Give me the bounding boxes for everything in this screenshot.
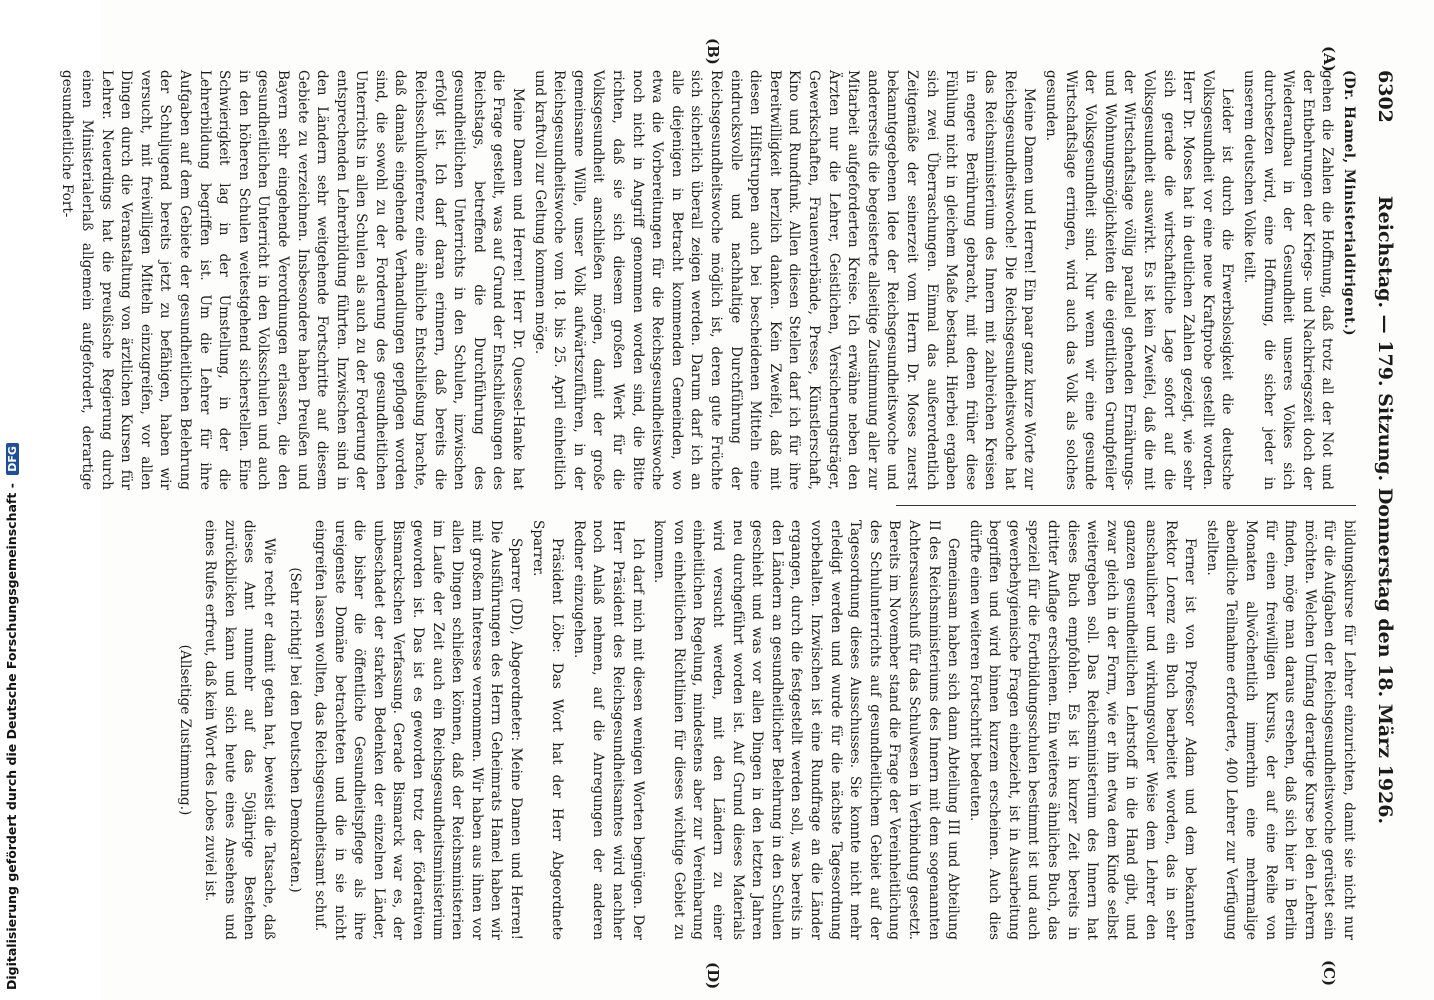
- speaker-paragraph: Sparrer (DD), Abgeordneter: Meine Damen und Herren! Die Ausführungen des Herrn Geheimrats Hamel haben wir mit großem Interesse vernommen. Wir haben aus ihnen vor allen Dingen schließen können, daß der Reichsministerien im Laufe der Zeit auch ein Reichsgesundheitsministerium geworden ist. Das ist es geworden trotz der föderativen Bismarckschen Verfassung. Gerade Bismarck war es, der unbeschadet der starken Bedenken der einzelnen Länder, die bisher die öffentliche Gesundheitspflege als ihre ureigenste Domäne betrachteten und die in sie nicht eingreifen lassen wollten, das Reichsgesundheitsamt schuf.: [312, 520, 525, 940]
- paragraph: Wie recht er damit getan hat, beweist die Tatsache, daß dieses Amt nunmehr auf das 50jährige Bestehen zurückblicken kann und sich heute eines Ansehens und eines Rufes erfreut, daß kein Wort des Lobes zuviel ist.: [202, 520, 277, 940]
- president-statement: Präsident Löbe: Das Wort hat der Herr Abgeordnete Sparrer.: [529, 520, 566, 940]
- column-divider: [896, 505, 1356, 506]
- funding-notice: [4, 130, 24, 990]
- paragraph: Gemeinsam haben sich dann Abteilung III und Abteilung II des Reichsministeriums des Innern mit dem sogenannten Achtersausschuß für das Schulwesen in Verbindung gesetzt. Bereits im November stand die Frage der Vereinheitlichung des Schulunterrichts auf gesundheitlichem Gebiet auf der Tagesordnung dieses Ausschusses. Sie konnte nicht mehr erledigt werden und wurde für die nächste Tagesordnung vorbehalten. Inzwischen ist eine Rundfrage an die Länder ergangen, durch die festgestellt werden soll, was bereits in den Ländern an gesundheitlicher Belehrung in den Schulen geschieht und was vor allen Dingen in den letzten Jahren neu durchgeführt worden ist. Auf Grund dieses Materials wird versucht werden, mit den Ländern zu einer einheitlichen Regelung, mindestens aber zur Vereinbarung von einheitlichen Richtlinien für dieses wichtige Gebiet zu kommen.: [651, 520, 962, 940]
- margin-marker-a: (A): [1320, 46, 1338, 72]
- margin-marker-b: (B): [704, 38, 722, 65]
- dfg-logo-icon: DFG: [6, 443, 19, 475]
- paragraph: Meine Damen und Herren! Herr Dr. Quessel-Hanke hat die Frage gestellt, was auf Grund der Entschließungen des Reichstags, betreffend die Durchführung des gesundheitlichen Unterrichts in den Schulen, inzwischen erfolgt ist. Ich darf daran erinnern, daß bereits die Reichsschulkonferenz eine ähnliche Entschließung brachte, daß damals eingehende Verhandlungen gepflogen worden sind, die sowohl zu der Forderung des gesundheitlichen Unterrichts in allen Schulen als auch zu der Forderung der entsprechenden Lehrerbildung führten. Inzwischen sind in den Ländern sehr weitgehende Fortschritte auf diesem Gebiete zu verzeichnen. Insbesondere haben Preußen und Bayern sehr eingehende Verordnungen erlassen, die den gesundheitlichen Unterricht in den Volksschulen und auch in den höheren Schulen weitestgehend sicherstellen. Eine Schwierigkeit lag in der Umstellung, in der die Lehrerbildung begriffen ist. Um die Lehrer für ihre Aufgaben auf dem Gebiete der gesundheitlichen Belehrung der Schuljugend bereits jetzt zu befähigen, haben wir versucht, mit freiwilligen Mitteln einzugreifen, vor allen Dingen durch die Veranstaltung von ärztlichen Kursen für Lehrer. Neuerdings hat die preußische Regierung durch einen Ministerialerlaß allgemein aufgefordert, derartige gesundheitliche Fort-: [59, 70, 527, 490]
- paragraph: Ich darf mich mit diesen wenigen Worten begnügen. Der Herr Präsident des Reichsgesundheitsamtes wird nachher noch Anlaß nehmen, auf die Anregungen der anderen Redner einzugehen.: [570, 520, 646, 940]
- interjection: (Sehr richtig! bei den Deutschen Demokraten.): [286, 567, 303, 893]
- margin-marker-c: (C): [1320, 960, 1338, 987]
- paragraph: Meine Damen und Herren! Ein paar ganz kurze Worte zur Reichsgesundheitswoche! Die Reichsgesundheitswoche hat das Reichsministerium des Innern mit zahlreichen Kreisen in engere Berührung gebracht, mit denen früher diese Fühlung nicht in gleichem Maße bestand. Hierbei ergaben sich zwei Überraschungen. Einmal das außerordentlich Zeitgemäße der seinerzeit vom Herrn Dr. Moses zuerst bekanntgegebenen Idee der Reichsgesundheitswoche und andererseits die begeisterte allseitige Zustimmung aller zur Mitarbeit aufgeforderten Kreise. Ich erwähne neben den Ärzten nur die Lehrer, Geistlichen, Versicherungsträger, Gewerkschaften, Frauenverbände, Presse, Künstlerschaft, Kino und Rundfunk. Allen diesen Stellen darf ich für ihre Bereitwilligkeit herzlich danken. Kein Zweifel, daß mit diesen Hilfstruppen auch bei bescheidenen Mitteln eine eindrucksvolle und nachhaltige Durchführung der Reichsgesundheitswoche möglich ist, deren gute Früchte sich sicherlich überall zeigen werden. Darum darf ich an alle diejenigen in Betracht kommenden Gemeinden, wo etwa die Vorbereitungen für die Reichsgesundheitswoche noch nicht in Angriff genommen worden sind, die Bitte richten, daß sie sich diesem großen Werk für die Volksgesundheit anschließen mögen, damit der große gemeinsame Wille, unser Volk aufwärtszuführen, in der Reichsgesundheitswoche vom 18. bis 25. April einheitlich und kraftvoll zur Geltung kommen möge.: [531, 70, 1038, 490]
- paragraph: bildungskurse für Lehrer einzurichten, damit sie nicht nur für die Aufgaben der Reichsgesundheitswoche gerüstet sein möchten. Welchen Umfang derartige Kurse bei den Lehrern finden, möge man daraus ersehen, daß sich hier in Berlin für einen freiwilligen Kursus, der auf eine Reihe von Monaten allwöchentlich immerhin eine mehrmalige abendliche Teilnahme erforderte, 400 Lehrer zur Verfügung stellten.: [1203, 520, 1357, 940]
- page-number: 6302: [1374, 70, 1396, 123]
- paragraph: gehen die Zahlen die Hoffnung, daß trotz all der Not und der Entbehrungen der Kriegs- und Nachkriegszeit doch der Wiederaufbau in der Gesundheit unseres Volkes sich durchsetzen wird, eine Hoffnung, die sicher jeder in unserem deutschen Volke teilt.: [1241, 70, 1336, 490]
- left-column: [59, 70, 1358, 490]
- page-header: [1364, 70, 1404, 950]
- digitization-sidebar: [0, 0, 28, 1000]
- paragraph: Ferner ist von Professor Adam und dem bekannten Rektor Lorenz ein Buch bearbeitet worden, das in sehr anschaulicher und wirkungsvoller Weise dem Lehrer den ganzen gesundheitlichen Lehrstoff in die Hand gibt, und zwar gleich in der Form, wie er ihn etwa dem Kinde selbst weitergeben soll. Das Reichsministerium des Innern hat dieses Buch empfohlen. Es ist in kurzer Zeit bereits in dritter Auflage erschienen. Ein weiteres ähnliches Buch, das speziell für die Fortbildungsschulen bestimmt ist und auch gewerbehygienische Fragen einbezieht, ist in Ausarbeitung begriffen und wird binnen kurzem erscheinen. Auch dies dürfte einen weiteren Fortschritt bedeuten.: [966, 520, 1199, 940]
- interjection: (Allseitige Zustimmung.): [176, 644, 193, 816]
- page-title: Reichstag. — 179. Sitzung. Donnerstag den 18. März 1926.: [1374, 195, 1396, 825]
- scanned-page: [59, 0, 1434, 1000]
- right-column: [118, 520, 1358, 940]
- margin-marker-d: (D): [704, 962, 722, 990]
- speaker-note: (Dr. Hamel, Ministerialdirigent.): [1341, 70, 1357, 337]
- paragraph: Leider ist durch die Erwerbslosigkeit die deutsche Volksgesundheit vor eine neue Kraftprobe gestellt worden. Herr Dr. Moses hat in deutlichen Zahlen gezeigt, wie sehr sich gerade die wirtschaftliche Lage sofort auf die Volksgesundheit auswirkt. Es ist kein Zweifel, daß die mit der Wirtschaftslage völlig parallel gehenden Ernährungs- und Wohnungsmöglichkeiten die eigentlichen Grundpfeiler der Volksgesundheit sind. Nur wenn wir eine gesunde Wirtschaftslage erringen, wird auch das Volk als solches gesunden.: [1043, 70, 1236, 490]
- funding-text: Digitalisierung gefördert durch die Deutsche Forschungsgemeinschaft -: [4, 483, 19, 990]
